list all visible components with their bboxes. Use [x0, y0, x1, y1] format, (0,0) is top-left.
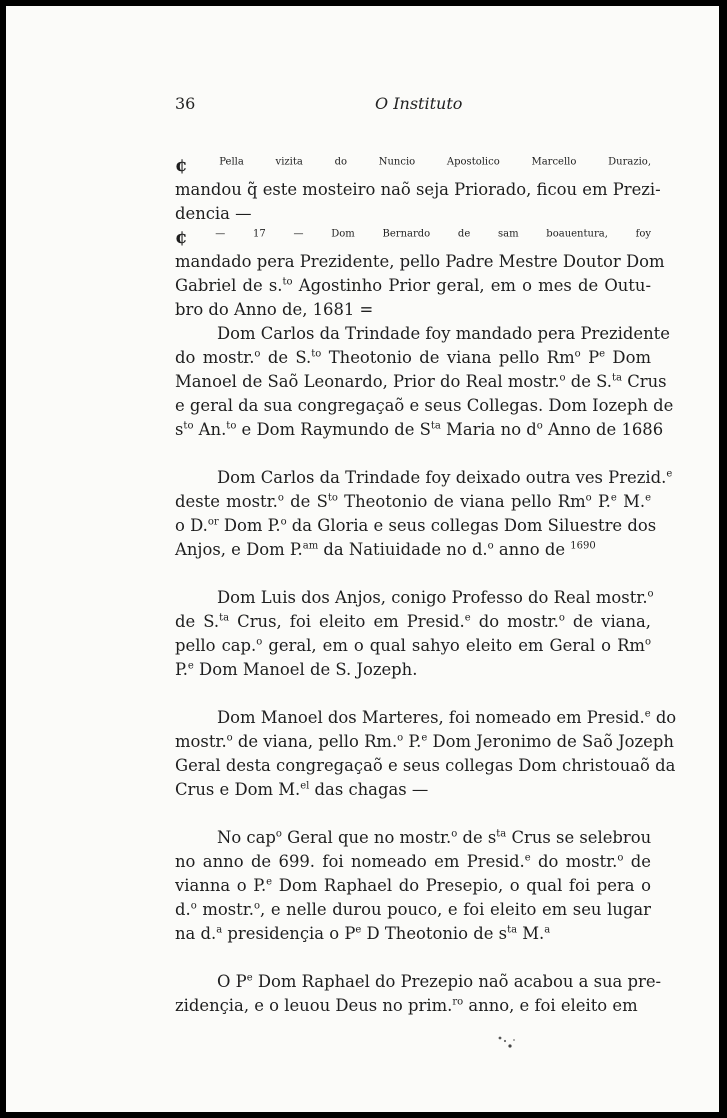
text-run: no anno de 699. foi nomeado em Presid.: [175, 852, 525, 871]
text-run: das chagas —: [309, 780, 429, 799]
text-run: do mostr.: [530, 852, 618, 871]
text-run: Dom Carlos da Trindade foy deixado outra ves Prezid.: [217, 468, 667, 487]
paragraph-gap: [175, 562, 651, 586]
text-run: An.: [193, 420, 227, 439]
superscript: o: [644, 636, 651, 648]
text-run: presidençia o P: [222, 924, 356, 943]
text-run: M.: [616, 492, 646, 511]
text-run: de S: [283, 492, 328, 511]
text-run: Agostinho Prior geral, em o mes de Outu-: [292, 276, 651, 295]
text-run: Anjos, e Dom P.: [175, 540, 303, 559]
text-run: pello cap.: [175, 636, 257, 655]
text-run: D Theotonio de s: [361, 924, 508, 943]
paragraph: [175, 466, 673, 562]
text-line: [175, 178, 661, 202]
superscript: el: [300, 780, 310, 792]
text-run: Geral que no mostr.: [281, 828, 452, 847]
superscript: e: [355, 924, 362, 936]
text-run: mostr.: [175, 732, 227, 751]
text-run: s: [175, 420, 184, 439]
text-run: mandado pera Prezidente, pello Padre Mestre Doutor Dom: [175, 252, 665, 271]
text-run: Dom Raphael do Prezepio naõ acabou a sua pre-: [252, 972, 662, 991]
text-line: [175, 226, 651, 250]
superscript: e: [610, 492, 617, 504]
text-run: deste mostr.: [175, 492, 278, 511]
text-run: dencia —: [175, 204, 252, 223]
text-run: de S.: [175, 612, 220, 631]
superscript: o: [558, 612, 565, 624]
text-line: [175, 322, 670, 346]
superscript: to: [226, 420, 237, 432]
text-line: [175, 706, 677, 730]
superscript: o: [275, 828, 282, 840]
superscript: o: [190, 900, 197, 912]
text-line: [175, 466, 673, 490]
superscript: ta: [612, 372, 622, 384]
text-run: do mostr.: [175, 348, 255, 367]
text-line: [175, 994, 651, 1018]
text-run: de S.: [260, 348, 312, 367]
superscript: o: [277, 492, 284, 504]
superscript: ta: [496, 828, 507, 840]
text-run: P.: [591, 492, 611, 511]
text-run: Dom Jeronimo de Saõ Jozeph: [427, 732, 674, 751]
superscript: o: [256, 636, 263, 648]
pilcrow-mark: ¢: [175, 155, 188, 176]
text-line: [175, 202, 651, 226]
superscript: 1690: [570, 540, 596, 552]
text-run: bro do Anno de, 1681 =: [175, 300, 374, 319]
body-text: [175, 154, 677, 1018]
text-run: de viana, pello Rm.: [232, 732, 398, 751]
text-run: de s: [457, 828, 497, 847]
text-run: P.: [403, 732, 422, 751]
paragraph-gap: [175, 802, 651, 826]
superscript: o: [617, 852, 624, 864]
paragraph: [175, 826, 651, 946]
text-run: o D.: [175, 516, 208, 535]
text-line: [175, 874, 651, 898]
pilcrow-mark: ¢: [175, 227, 188, 248]
text-run: Dom Manoel de S. Jozeph.: [193, 660, 418, 679]
text-line: [175, 634, 651, 658]
text-run: Crus, foi eleito em Presid.: [229, 612, 465, 631]
superscript: e: [266, 876, 273, 888]
text-line: [175, 394, 674, 418]
text-run: Dom: [605, 348, 651, 367]
text-line: [175, 538, 651, 562]
text-run: Dom Raphael do Presepio, o qual foi pera o: [272, 876, 651, 895]
text-line: [175, 274, 651, 298]
text-run: , e nelle durou pouco, e foi eleito em seu lugar: [260, 900, 651, 919]
paragraph-gap: [175, 682, 651, 706]
text-line: [175, 898, 651, 922]
text-line: [175, 514, 657, 538]
superscript: o: [559, 372, 566, 384]
superscript: a: [216, 924, 223, 936]
text-run: do: [650, 708, 677, 727]
superscript: e: [524, 852, 531, 864]
text-run: Crus e Dom M.: [175, 780, 301, 799]
superscript: am: [302, 540, 319, 552]
text-run: geral, em o qual sahyo eleito em Geral o Rm: [262, 636, 645, 655]
text-run: Gabriel de s.: [175, 276, 283, 295]
text-run: anno de: [493, 540, 571, 559]
text-run: mandou q̃ este mosteiro naõ seja Priorado, ficou em Prezi-: [175, 180, 661, 199]
text-line: [175, 922, 651, 946]
text-run: Dom Carlos da Trindade foy mandado pera Prezidente: [217, 324, 670, 343]
text-run: Theotonio de viana pello Rm: [337, 492, 586, 511]
superscript: — 17 — Dom Bernardo de sam boauentura, foy: [187, 228, 651, 240]
paragraph: [175, 322, 674, 442]
superscript: o: [254, 900, 261, 912]
text-line: [175, 370, 667, 394]
superscript: o: [585, 492, 592, 504]
superscript: to: [327, 492, 338, 504]
paragraph-gap: [175, 442, 651, 466]
paragraph: [175, 970, 662, 1018]
text-run: na d.: [175, 924, 217, 943]
text-line: [175, 850, 651, 874]
superscript: o: [536, 420, 543, 432]
text-run: da Natiuidade no d.: [318, 540, 488, 559]
text-run: zidençia, e o leuou Deus no prim.: [175, 996, 453, 1015]
text-line: [175, 586, 654, 610]
text-run: d.: [175, 900, 191, 919]
paragraph-gap: [175, 946, 651, 970]
text-run: Dom Luis dos Anjos, conigo Professo do Real mostr.: [217, 588, 648, 607]
text-line: [175, 298, 651, 322]
text-run: Theotonio de viana pello Rm: [321, 348, 575, 367]
text-run: M.: [517, 924, 545, 943]
superscript: e: [645, 492, 652, 504]
superscript: e: [464, 612, 471, 624]
text-run: anno, e foi eleito em: [463, 996, 638, 1015]
text-run: do mostr.: [470, 612, 559, 631]
paragraph: [175, 226, 665, 322]
superscript: o: [226, 732, 233, 744]
superscript: e: [599, 348, 606, 360]
text-line: [175, 346, 651, 370]
superscript: a: [544, 924, 551, 936]
text-run: P.: [175, 660, 188, 679]
superscript: to: [311, 348, 322, 360]
text-run: P: [580, 348, 600, 367]
superscript: o: [487, 540, 494, 552]
superscript: Pella vizita do Nuncio Apostolico Marcello Durazio,: [187, 156, 651, 168]
text-line: [175, 730, 674, 754]
superscript: o: [397, 732, 404, 744]
document-page: [6, 6, 719, 1112]
superscript: e: [644, 708, 651, 720]
text-run: Dom P.: [218, 516, 281, 535]
superscript: ta: [507, 924, 518, 936]
text-run: Crus: [622, 372, 667, 391]
text-run: e Dom Raymundo de S: [236, 420, 431, 439]
superscript: e: [666, 468, 673, 480]
superscript: e: [421, 732, 428, 744]
text-run: Dom Manoel dos Marteres, foi nomeado em Presid.: [217, 708, 645, 727]
superscript: o: [254, 348, 261, 360]
text-line: [175, 778, 651, 802]
superscript: or: [207, 516, 219, 528]
text-run: Maria no d: [440, 420, 537, 439]
text-run: Anno de 1686: [542, 420, 664, 439]
superscript: ro: [452, 996, 464, 1008]
page-number: 36: [175, 94, 196, 113]
text-run: vianna o P.: [175, 876, 267, 895]
superscript: ta: [219, 612, 230, 624]
paragraph: [175, 154, 661, 226]
text-line: [175, 154, 651, 178]
text-line: [175, 754, 676, 778]
text-line: [175, 610, 651, 634]
text-run: de: [623, 852, 651, 871]
paragraph: [175, 706, 677, 802]
text-run: Crus se selebrou: [506, 828, 652, 847]
paragraph: [175, 586, 654, 682]
superscript: to: [183, 420, 194, 432]
text-run: O P: [217, 972, 247, 991]
superscript: ta: [430, 420, 441, 432]
text-line: [175, 826, 651, 850]
superscript: o: [574, 348, 581, 360]
superscript: o: [647, 588, 654, 600]
text-line: [175, 418, 664, 442]
text-run: e geral da sua congregaçaõ e seus Collegas. Dom Iozeph de: [175, 396, 674, 415]
ink-specks: [494, 1032, 524, 1052]
text-run: No cap: [217, 828, 276, 847]
text-line: [175, 658, 651, 682]
text-run: de S.: [565, 372, 613, 391]
text-line: [175, 250, 665, 274]
superscript: e: [187, 660, 194, 672]
text-run: Manoel de Saõ Leonardo, Prior do Real mostr.: [175, 372, 560, 391]
text-line: [175, 970, 662, 994]
superscript: o: [451, 828, 458, 840]
running-title: O Instituto: [375, 94, 463, 113]
superscript: to: [282, 276, 293, 288]
superscript: e: [246, 972, 253, 984]
superscript: o: [280, 516, 287, 528]
text-line: [175, 490, 651, 514]
text-run: da Gloria e seus collegas Dom Siluestre dos: [286, 516, 657, 535]
text-run: de viana,: [564, 612, 651, 631]
page-header: [175, 94, 655, 120]
text-run: mostr.: [196, 900, 254, 919]
text-run: Geral desta congregaçaõ e seus collegas Dom christouaõ da: [175, 756, 676, 775]
